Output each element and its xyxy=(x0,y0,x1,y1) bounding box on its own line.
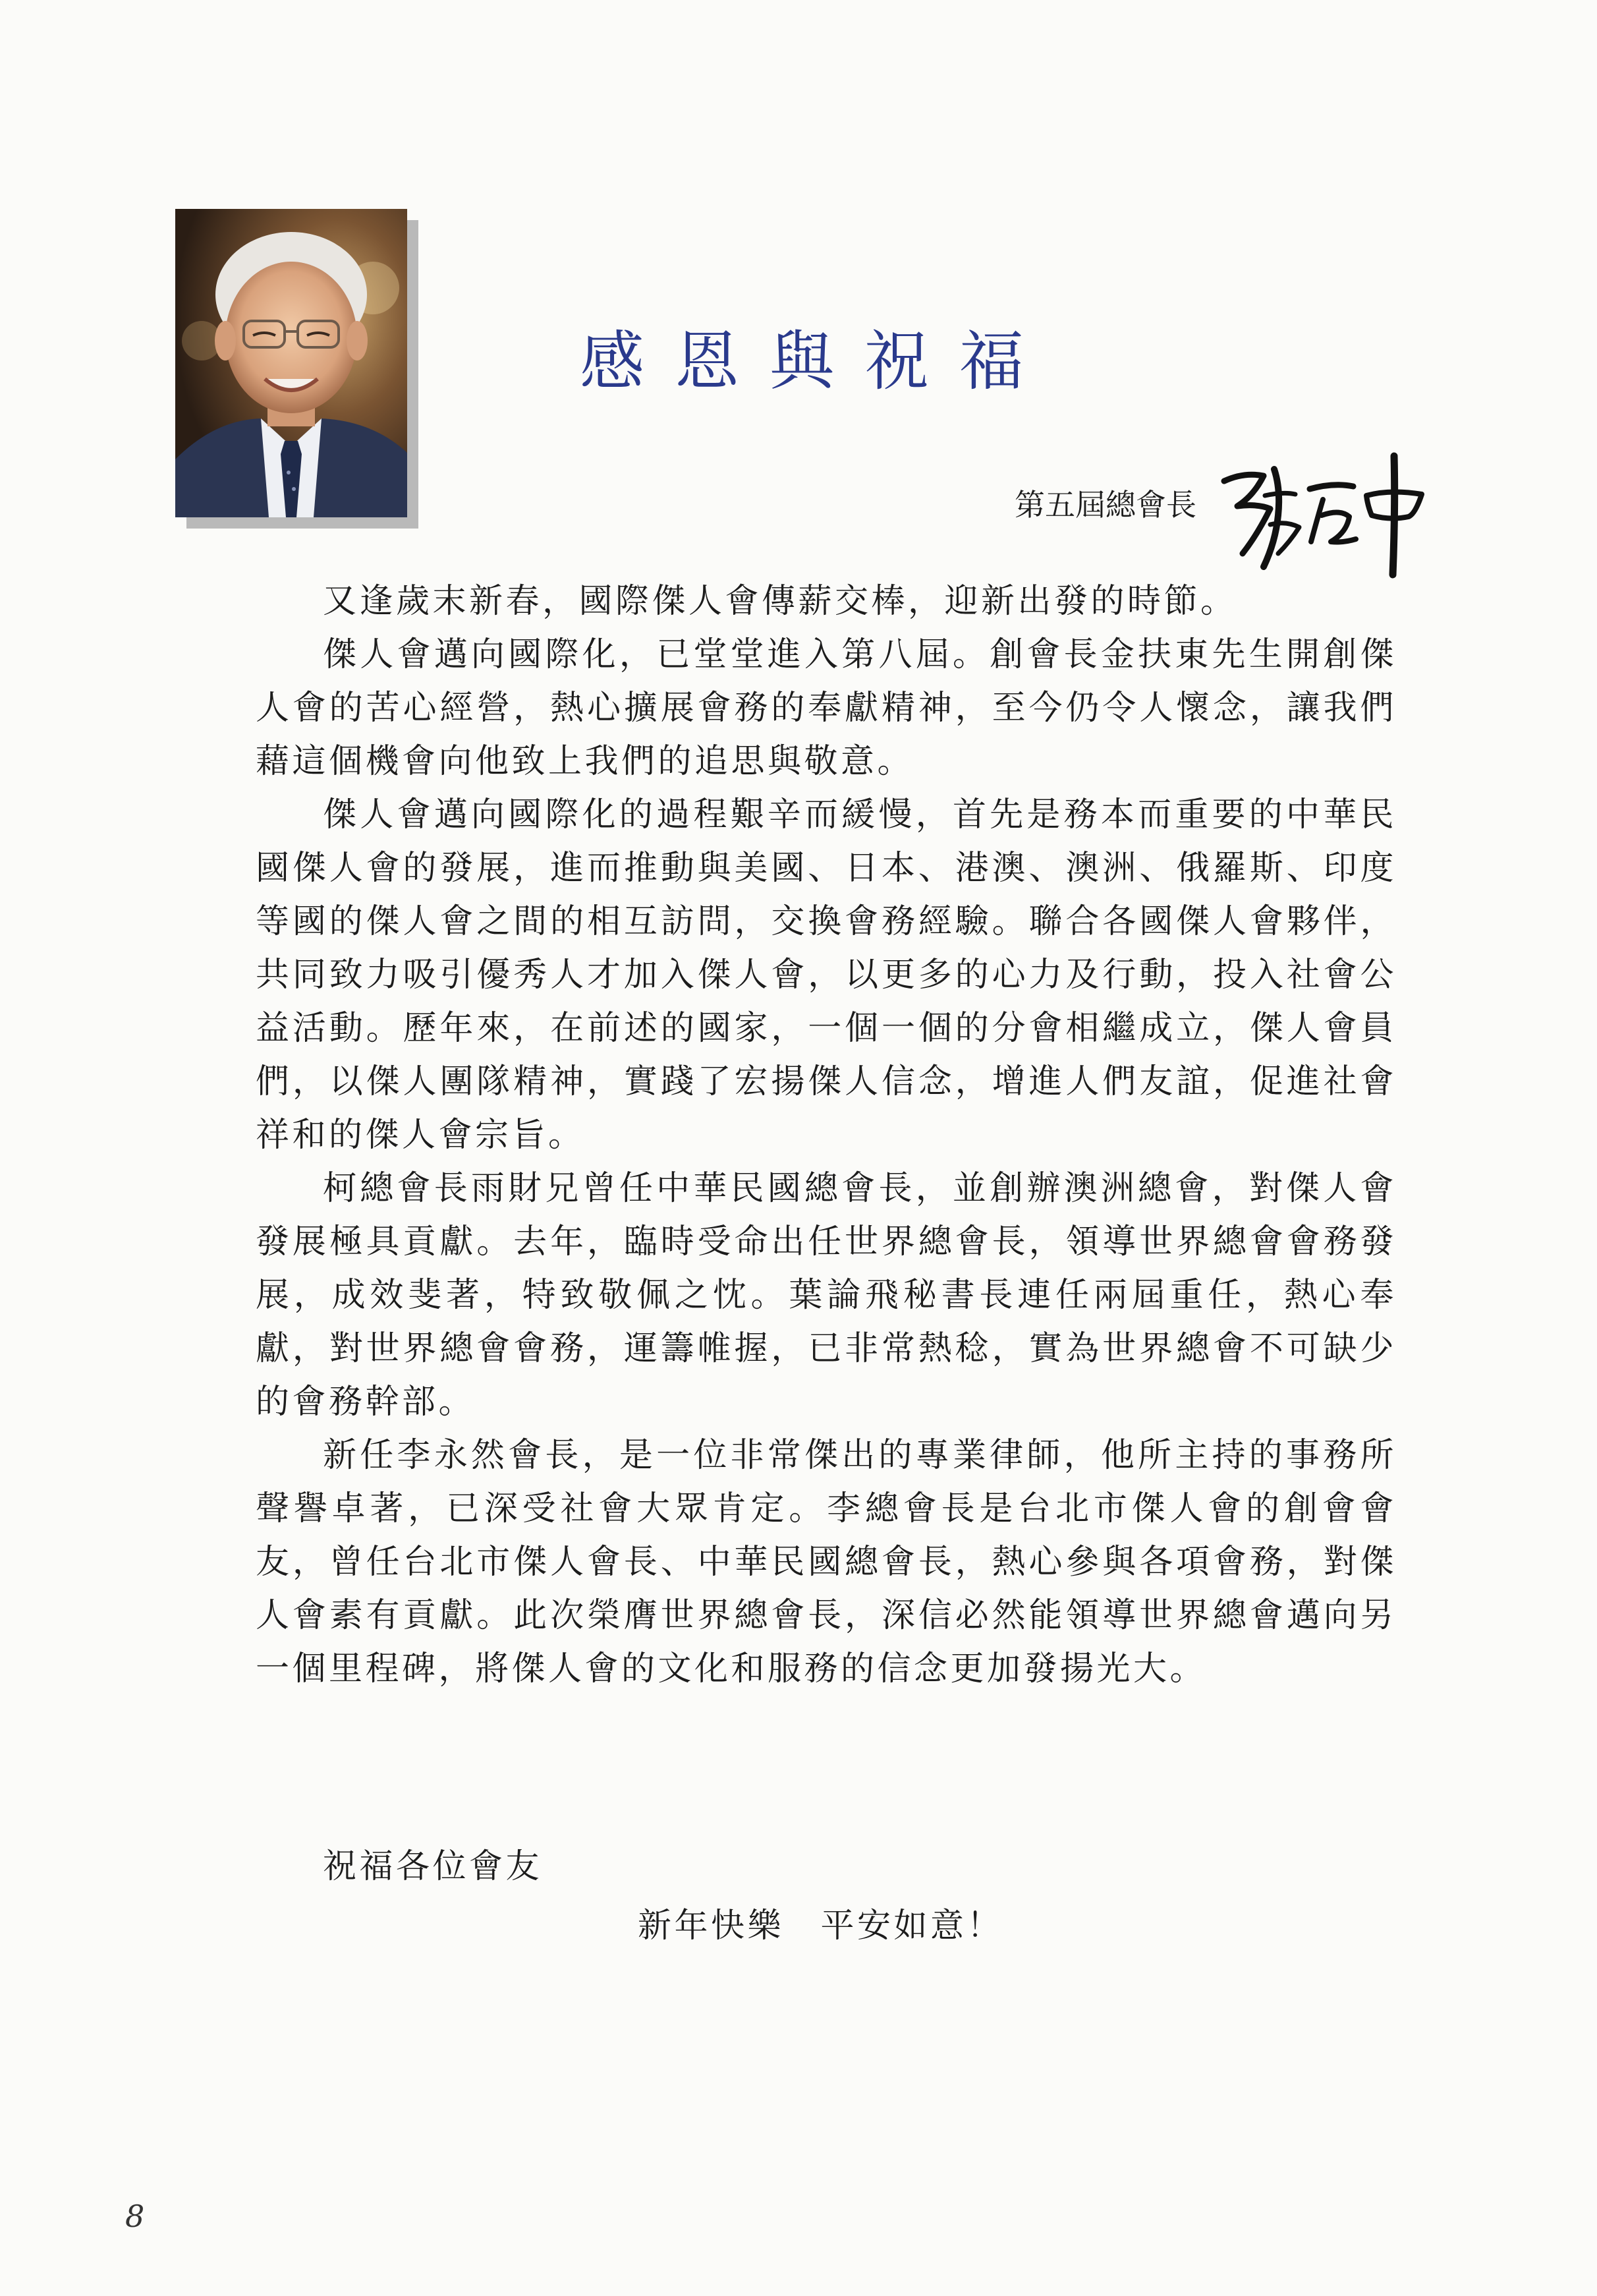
paragraph: 又逢歲末新春，國際傑人會傳薪交棒，迎新出發的時節。 xyxy=(323,582,1237,621)
paragraph: 傑人會邁向國際化的過程艱辛而緩慢，首先是務本而重要的中華民國傑人會的發展，進而推動與美國、日本、港澳、澳洲、俄羅斯、印度等國的傑人會之間的相互訪問，交換會務經驗。聯合各國傑人會夥伴，共同致力吸引優秀人才加入傑人會，以更多的心力及行動，投入社會公益活動。歷年來，在前述的國家，一個一個的分會相繼成立，傑人會員們，以傑人團隊精神，實踐了宏揚傑人信念，增進人們友誼，促進社會祥和的傑人會宗旨。 xyxy=(256,795,1397,1155)
paragraph: 柯總會長雨財兄曾任中華民國總會長，並創辦澳洲總會，對傑人會發展極具貢獻。去年，臨時受命出任世界總會長，領導世界總會會務發展，成效斐著，特致敬佩之忱。葉論飛秘書長連任兩屆重任，熱心奉獻，對世界總會會務，運籌帷握，已非常熱稔，實為世界總會不可缺少的會務幹部。 xyxy=(256,1169,1397,1421)
new-year-wish: 新年快樂 平安如意！ xyxy=(638,1907,1004,1945)
title-block xyxy=(580,310,1146,403)
portrait-photo xyxy=(175,209,407,517)
page-number: 8 xyxy=(125,2198,145,2234)
page-title: 感恩與祝福 xyxy=(580,324,1055,399)
portrait-illustration xyxy=(175,209,407,517)
handwritten-signature xyxy=(1218,443,1435,581)
paragraph: 新任李永然會長，是一位非常傑出的專業律師，他所主持的事務所聲譽卓著，已深受社會大眾肯定。李總會長是台北市傑人會的創會會友，曾任台北市傑人會長、中華民國總會長，熱心參與各項會務，對傑人會素有貢獻。此次榮膺世界總會長，深信必然能領導世界總會邁向另一個里程碑，將傑人會的文化和服務的信念更加發揚光大。 xyxy=(256,1436,1397,1688)
letter-body xyxy=(256,575,1397,1696)
paragraph: 傑人會邁向國際化，已堂堂進入第八屆。創會長金扶東先生開創傑人會的苦心經營，熱心擴展會務的奉獻精神，至今仍令人懷念，讓我們藉這個機會向他致上我們的追思與敬意。 xyxy=(256,635,1397,781)
signer-title: 第五屆總會長 xyxy=(1015,487,1196,523)
closing-greeting: 祝福各位會友 xyxy=(323,1847,543,1886)
